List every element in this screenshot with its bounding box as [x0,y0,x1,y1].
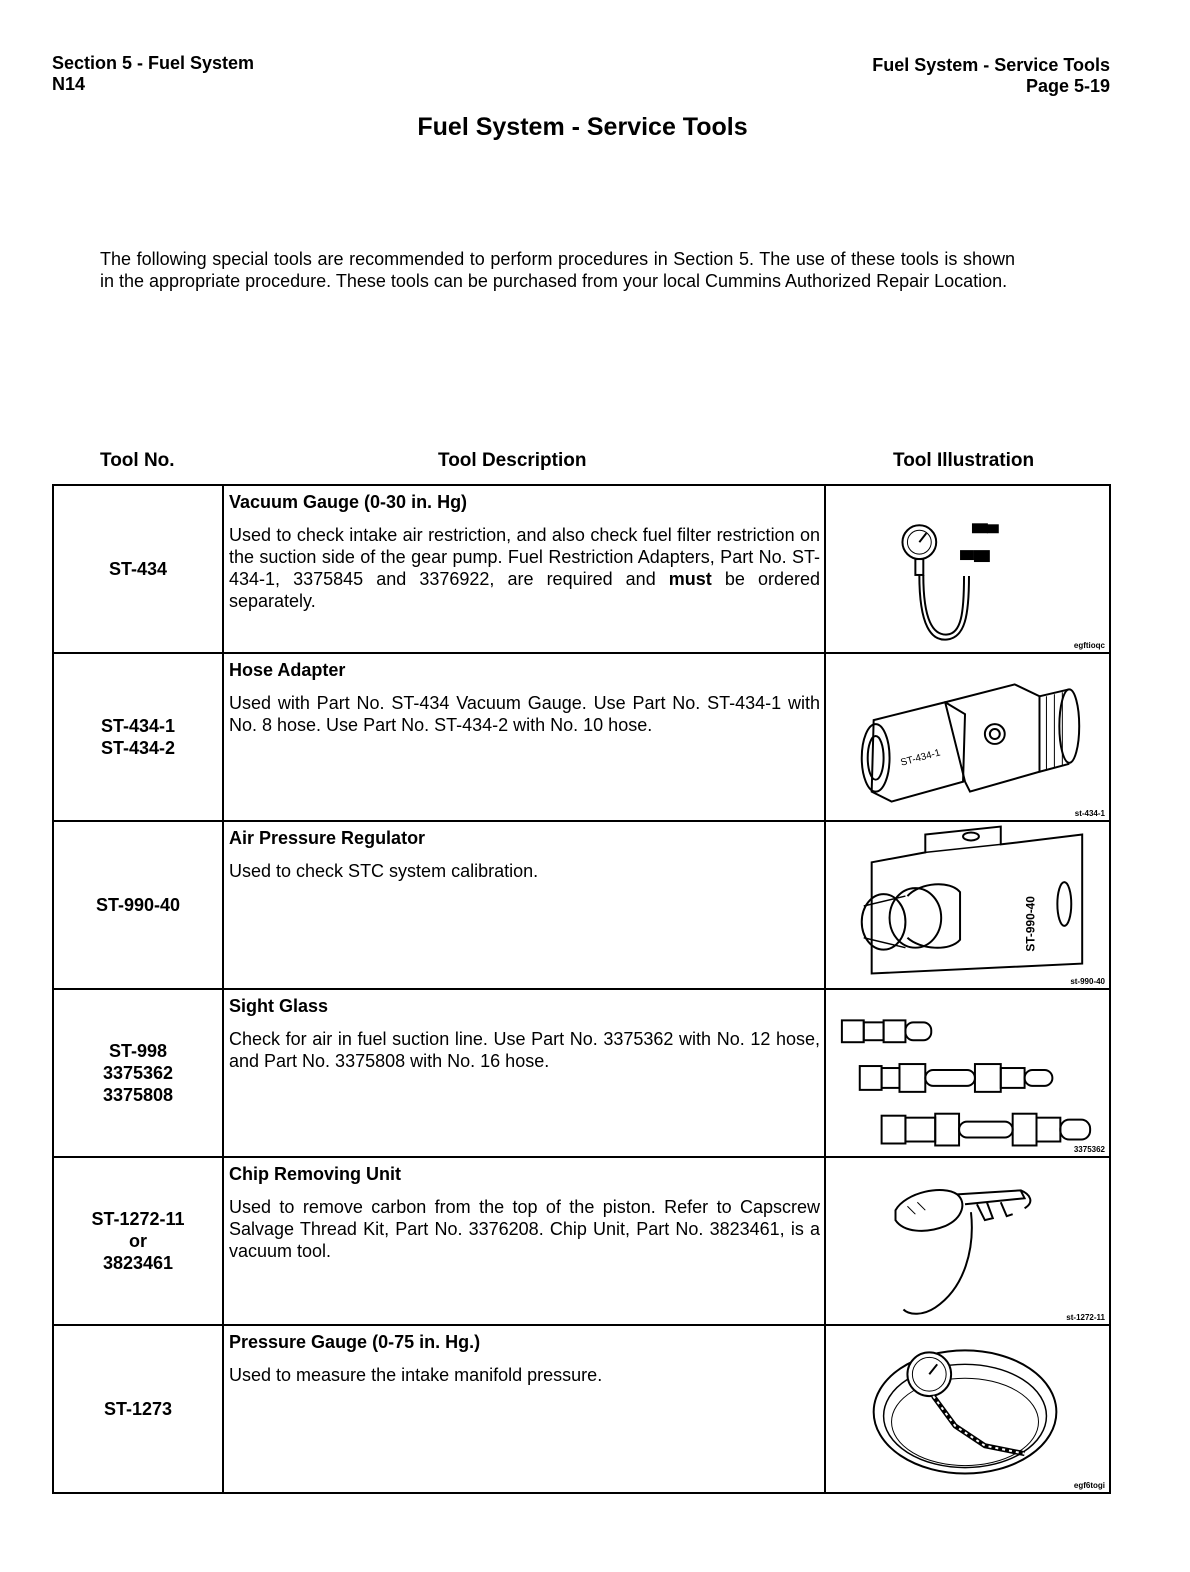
column-header-description: Tool Description [438,450,587,471]
page-header-left [52,53,254,95]
tool-illustration-cell [825,1157,1110,1325]
header-title: Fuel System - Service Tools [872,55,1110,75]
tool-description: Used to check intake air restriction, and also check fuel filter restriction on the suction side of the gear pump. Fuel Restriction Adapters, Part No. ST-434-1, 3375845 and 3376922, are required and must be ordered separately. [229,525,820,611]
hose-adapter-illustration [826,654,1109,818]
tool-description: Used to remove carbon from the top of the piston. Refer to Capscrew Salvage Thread Kit, Part No. 3376208. Chip Unit, Part No. 3823461, is a vacuum tool. [229,1197,820,1261]
tool-number-cell [53,1157,223,1325]
table-row [53,821,1110,989]
engine-label: N14 [52,74,86,94]
tool-number: 3823461 [102,1253,174,1273]
tool-number: ST-1273 [103,1399,173,1419]
air-pressure-regulator-illustration [826,822,1109,986]
tool-description-cell [223,1325,825,1493]
table-row [53,485,1110,653]
tool-illustration-cell [825,485,1110,653]
tool-name: Pressure Gauge (0-75 in. Hg.) [229,1332,481,1352]
tool-description-cell [223,653,825,821]
tool-description: Used to measure the intake manifold pressure. [229,1365,603,1385]
tool-number: ST-998 [108,1041,168,1061]
illustration-code: egftioqc [1073,641,1105,650]
tool-illustration-cell [825,821,1110,989]
tool-description-cell [223,821,825,989]
tool-number-cell [53,485,223,653]
page-title: Fuel System - Service Tools [417,113,748,141]
tool-illustration-cell [825,989,1110,1157]
column-header-tool-no: Tool No. [100,450,175,471]
table-row [53,1157,1110,1325]
tool-description: Check for air in fuel suction line. Use Part No. 3375362 with No. 12 hose, and Part No. 3375808 with No. 16 hose. [229,1029,820,1071]
sight-glass-illustration [826,990,1109,1154]
table-row [53,653,1110,821]
tool-description-cell [223,485,825,653]
illustration-code: st-434-1 [1074,809,1105,818]
tool-number: ST-1272-11 [91,1209,185,1229]
tool-number: ST-434-1 [100,716,176,736]
page-number: Page 5-19 [1025,76,1110,96]
tool-number-cell [53,989,223,1157]
vacuum-gauge-illustration [826,486,1109,650]
tool-number-cell [53,1325,223,1493]
page-header-right [872,55,1110,97]
pressure-gauge-illustration [826,1326,1109,1490]
tools-table [52,484,1111,1494]
section-label: Section 5 - Fuel System [52,53,255,73]
illustration-code: st-990-40 [1070,977,1105,986]
tool-description-cell [223,1157,825,1325]
tool-number-cell [53,821,223,989]
adapter-stamp: ST-434-1 [899,747,942,769]
tool-name: Sight Glass [229,996,329,1016]
tool-number: ST-434-2 [100,738,176,758]
table-row [53,1325,1110,1493]
tool-name: Vacuum Gauge (0-30 in. Hg) [229,492,468,512]
table-row [53,989,1110,1157]
tool-name: Chip Removing Unit [229,1164,401,1184]
tool-description-cell [223,989,825,1157]
tool-number-or: or [129,1231,147,1251]
tool-illustration-cell [825,653,1110,821]
illustration-code: 3375362 [1073,1145,1105,1154]
tool-number: 3375808 [102,1085,174,1105]
tool-name: Air Pressure Regulator [229,828,426,848]
tool-number: ST-434 [108,559,168,579]
tool-number: ST-990-40 [95,895,181,915]
intro-paragraph: The following special tools are recommended to perform procedures in Section 5. The use of these tools is shown in the appropriate procedure. These tools can be purchased from your local Cummins Authorized Repair Location. [100,249,1015,291]
tool-name: Hose Adapter [229,660,346,680]
illustration-code: st-1272-11 [1066,1313,1105,1322]
regulator-stamp: ST-990-40 [1023,896,1038,952]
tool-description: Used with Part No. ST-434 Vacuum Gauge. Use Part No. ST-434-1 with No. 8 hose. Use Part No. ST-434-2 with No. 10 hose. [229,693,820,735]
chip-removing-unit-illustration [826,1158,1109,1322]
tool-illustration-cell [825,1325,1110,1493]
tool-number-cell [53,653,223,821]
column-header-illustration: Tool Illustration [893,450,1035,471]
illustration-code: egf6togi [1073,1481,1105,1490]
tool-number: 3375362 [102,1063,174,1083]
tool-description: Used to check STC system calibration. [229,861,539,881]
